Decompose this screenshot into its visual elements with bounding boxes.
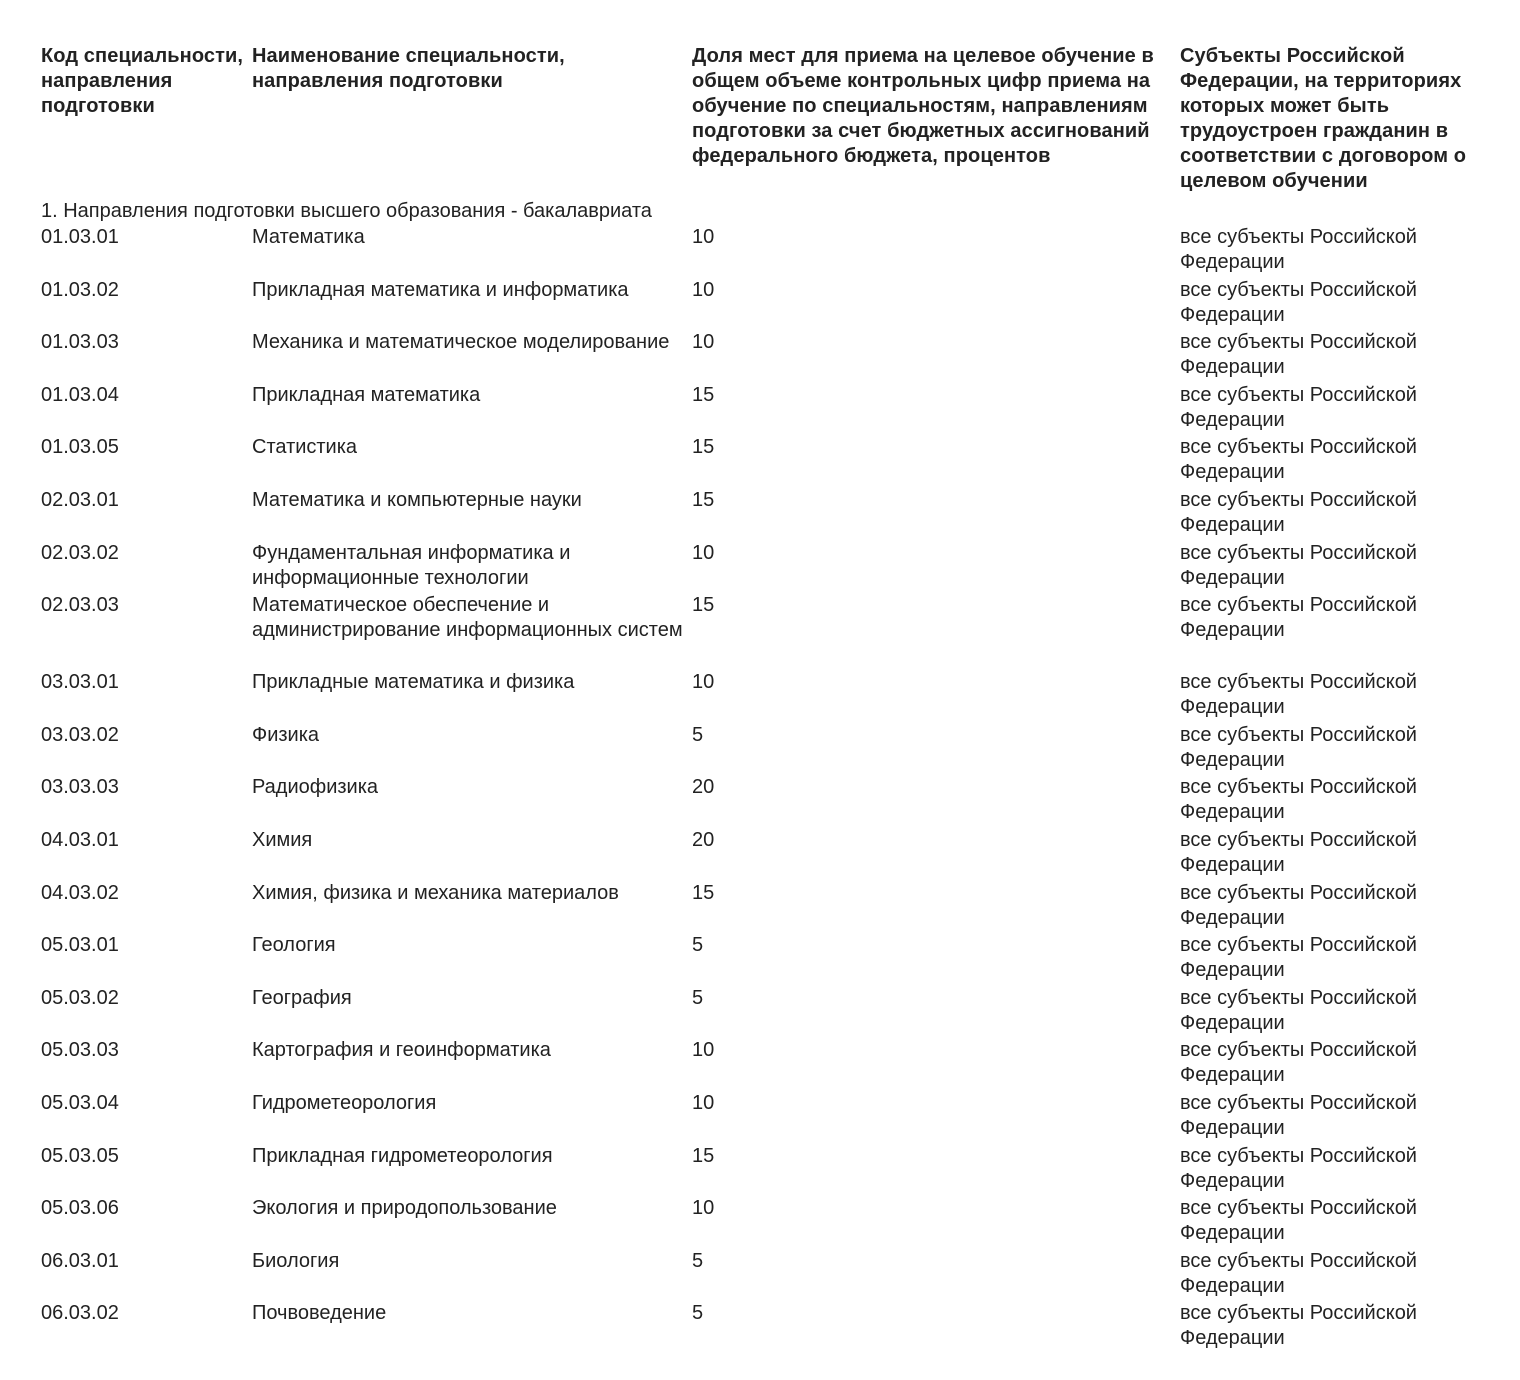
cell-code: 03.03.03 [41, 776, 119, 799]
table-row [41, 933, 1491, 986]
cell-code: 05.03.05 [41, 1144, 119, 1167]
cell-code: 05.03.02 [41, 986, 119, 1009]
table-row [41, 881, 1491, 934]
cell-share: 5 [692, 1302, 704, 1325]
section-title: 1. Направления подготовки высшего образования - бакалавриата [41, 200, 652, 222]
cell-regions: все субъекты Российской Федерации [1180, 1302, 1417, 1350]
cell-name: Картография и геоинформатика [252, 1039, 551, 1062]
cell-regions: все субъекты Российской Федерации [1180, 934, 1417, 982]
table-row [41, 488, 1491, 541]
cell-share: 10 [692, 1091, 715, 1114]
table-row [41, 278, 1491, 331]
table-row [41, 330, 1491, 383]
cell-code: 03.03.01 [41, 671, 119, 694]
cell-code: 02.03.01 [41, 488, 119, 511]
cell-code: 04.03.02 [41, 881, 119, 904]
cell-regions: все субъекты Российской Федерации [1180, 1144, 1417, 1192]
table-row [41, 383, 1491, 436]
cell-share: 20 [692, 776, 715, 799]
cell-regions: все субъекты Российской Федерации [1180, 671, 1417, 719]
cell-share: 10 [692, 226, 715, 248]
cell-regions: все субъекты Российской Федерации [1180, 1197, 1417, 1245]
clipped-previous-text [376, 0, 1206, 2]
cell-regions: все субъекты Российской Федерации [1180, 881, 1417, 929]
cell-name: Прикладная математика [252, 383, 481, 406]
cell-name: Механика и математическое моделирование [252, 331, 670, 354]
table-row [41, 828, 1491, 881]
cell-regions: все субъекты Российской Федерации [1180, 986, 1417, 1034]
cell-name: Почвоведение [252, 1302, 387, 1325]
cell-regions: все субъекты Российской Федерации [1180, 1039, 1417, 1087]
cell-name: Физика [252, 723, 320, 746]
cell-regions: все субъекты Российской Федерации [1180, 278, 1417, 326]
cell-name: Прикладная математика и информатика [252, 278, 629, 301]
table-row [41, 670, 1491, 723]
header-share: Доля мест для приема на целевое обучение в общем объеме контрольных цифр приема на обучение по специальностям, направлениям подготовки за счет бюджетных ассигнований федерального бюджета, процентов [692, 45, 1154, 167]
cell-regions: все субъекты Российской Федерации [1180, 383, 1417, 431]
header-code: Код специальности, направления подготовки [41, 45, 244, 117]
cell-code: 06.03.02 [41, 1302, 119, 1325]
table-header [41, 44, 1491, 199]
cell-share: 20 [692, 828, 715, 851]
targeted-admission-table [41, 44, 1491, 1354]
cell-share: 10 [692, 1039, 715, 1062]
cell-share: 10 [692, 1197, 715, 1220]
table-row [41, 723, 1491, 776]
cell-code: 02.03.02 [41, 541, 119, 564]
cell-share: 10 [692, 671, 715, 694]
table-row [41, 541, 1491, 594]
header-name: Наименование специальности, направления подготовки [252, 45, 565, 92]
cell-name: Химия, физика и механика материалов [252, 881, 619, 904]
cell-share: 15 [692, 436, 715, 459]
cell-name: Геология [252, 934, 336, 957]
cell-name: Прикладная гидрометеорология [252, 1144, 553, 1167]
cell-share: 15 [692, 383, 715, 406]
cell-share: 15 [692, 488, 715, 511]
table-row [41, 1144, 1491, 1197]
cell-share: 15 [692, 881, 715, 904]
cell-name: Биология [252, 1249, 340, 1272]
cell-share: 10 [692, 541, 715, 564]
table-row [41, 1091, 1491, 1144]
cell-code: 04.03.01 [41, 828, 119, 851]
cell-regions: все субъекты Российской Федерации [1180, 488, 1417, 536]
cell-name: Математическое обеспечение и администрирование информационных систем [252, 594, 683, 642]
table-body [41, 199, 1491, 1354]
table-row [41, 593, 1491, 670]
cell-share: 5 [692, 1249, 704, 1272]
cell-share: 10 [692, 331, 715, 354]
cell-regions: все субъекты Российской Федерации [1180, 1249, 1417, 1297]
cell-code: 01.03.05 [41, 436, 119, 459]
cell-regions: все субъекты Российской Федерации [1180, 723, 1417, 771]
cell-regions: все субъекты Российской Федерации [1180, 226, 1417, 273]
cell-regions: все субъекты Российской Федерации [1180, 828, 1417, 876]
header-regions: Субъекты Российской Федерации, на территориях которых может быть трудоустроен гражданин в соответствии с договором о целевом обучении [1180, 45, 1467, 192]
cell-share: 15 [692, 1144, 715, 1167]
cell-regions: все субъекты Российской Федерации [1180, 776, 1417, 824]
table-row [41, 435, 1491, 488]
cell-name: Математика [252, 226, 365, 248]
cell-name: Гидрометеорология [252, 1091, 437, 1114]
cell-name: Экология и природопользование [252, 1197, 557, 1220]
cell-code: 03.03.02 [41, 723, 119, 746]
table-row [41, 225, 1491, 278]
cell-regions: все субъекты Российской Федерации [1180, 436, 1417, 484]
cell-name: Статистика [252, 436, 358, 459]
cell-code: 05.03.06 [41, 1197, 119, 1220]
table-row [41, 986, 1491, 1039]
cell-code: 02.03.03 [41, 594, 119, 617]
cell-regions: все субъекты Российской Федерации [1180, 331, 1417, 379]
cell-share: 10 [692, 278, 715, 301]
table-row [41, 1249, 1491, 1302]
cell-share: 5 [692, 723, 704, 746]
cell-share: 5 [692, 934, 704, 957]
cell-name: Радиофизика [252, 776, 379, 799]
cell-name: Математика и компьютерные науки [252, 488, 582, 511]
cell-code: 01.03.04 [41, 383, 119, 406]
cell-code: 05.03.04 [41, 1091, 119, 1114]
table-row [41, 1196, 1491, 1249]
cell-name: География [252, 986, 352, 1009]
cell-share: 5 [692, 986, 704, 1009]
cell-code: 05.03.03 [41, 1039, 119, 1062]
cell-code: 01.03.03 [41, 331, 119, 354]
cell-code: 01.03.02 [41, 278, 119, 301]
cell-code: 05.03.01 [41, 934, 119, 957]
cell-name: Прикладные математика и физика [252, 671, 575, 694]
cell-name: Фундаментальная информатика и информационные технологии [252, 541, 571, 589]
cell-share: 15 [692, 594, 715, 617]
section-row [41, 199, 1491, 225]
table-row [41, 1301, 1491, 1354]
table-row [41, 775, 1491, 828]
cell-regions: все субъекты Российской Федерации [1180, 1091, 1417, 1139]
cell-regions: все субъекты Российской Федерации [1180, 541, 1417, 589]
cell-code: 06.03.01 [41, 1249, 119, 1272]
cell-regions: все субъекты Российской Федерации [1180, 594, 1417, 642]
table-row [41, 1038, 1491, 1091]
cell-name: Химия [252, 828, 313, 851]
cell-code: 01.03.01 [41, 226, 119, 248]
